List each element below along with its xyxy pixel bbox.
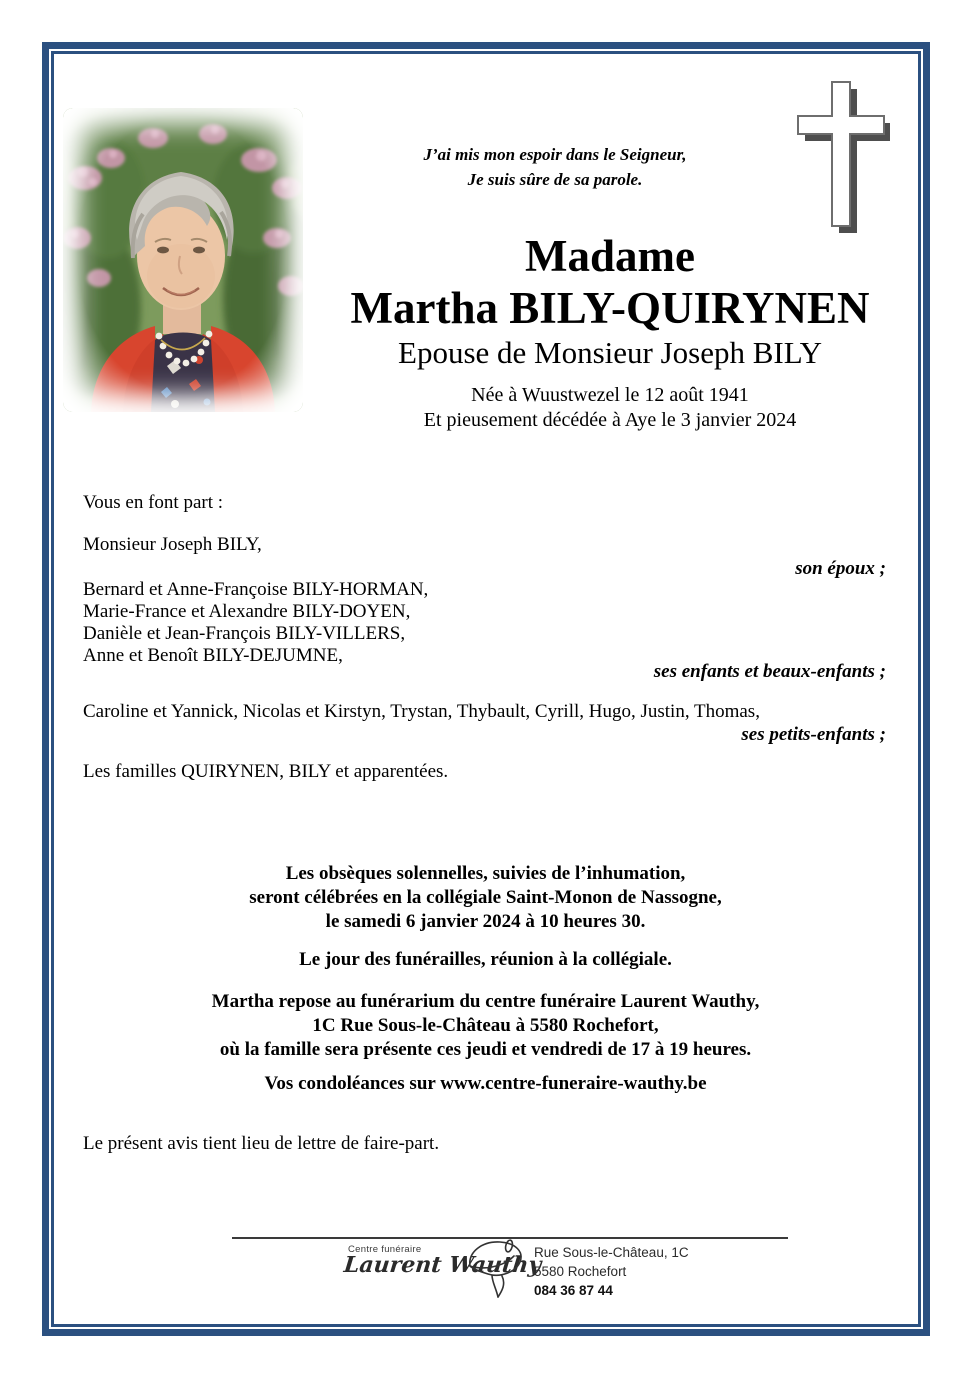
address-line-2: 5580 Rochefort xyxy=(534,1264,627,1279)
ceremony-line-1: Les obsèques solennelles, suivies de l’inhumation, xyxy=(285,863,686,884)
grandchildren-role: ses petits-enfants ; xyxy=(741,724,886,745)
child-line: Danièle et Jean-François BILY-VILLERS, xyxy=(83,623,406,644)
children-role: ses enfants et beaux-enfants ; xyxy=(653,661,886,682)
repose-line-1: Martha repose au funérarium du centre funéraire Laurent Wauthy, xyxy=(211,991,760,1012)
repose-line-3: où la famille sera présente ces jeudi et vendredi de 17 à 19 heures. xyxy=(219,1039,752,1060)
families-line: Les familles QUIRYNEN, BILY et apparentées. xyxy=(83,761,449,782)
birth-line: Née à Wuustwezel le 12 août 1941 xyxy=(471,384,749,406)
latin-cross-icon xyxy=(790,76,890,234)
religious-quote xyxy=(350,142,760,192)
deceased-name: Martha BILY-QUIRYNEN xyxy=(350,283,870,333)
calla-lily-icon xyxy=(462,1236,534,1298)
portrait-photo xyxy=(63,108,303,412)
meeting-line: Le jour des funérailles, réunion à la collégiale. xyxy=(299,949,672,970)
child-line: Bernard et Anne-Françoise BILY-HORMAN, xyxy=(83,579,429,600)
repose-block xyxy=(0,990,971,1062)
ceremony-block xyxy=(0,862,971,934)
notice-line: Le présent avis tient lieu de lettre de faire-part. xyxy=(83,1133,440,1154)
condolences-line: Vos condoléances sur www.centre-funeraire-wauthy.be xyxy=(264,1073,707,1094)
funeral-home-type: Centre funéraire xyxy=(348,1244,422,1255)
funeral-home-address xyxy=(534,1243,689,1300)
ceremony-line-3: le samedi 6 janvier 2024 à 10 heures 30. xyxy=(325,911,646,932)
grandchildren-line: Caroline et Yannick, Nicolas et Kirstyn, Trystan, Thybault, Cyrill, Hugo, Justin, Thomas, xyxy=(83,701,760,722)
ceremony-line-2: seront célébrées en la collégiale Saint-Monon de Nassogne, xyxy=(249,887,722,908)
intro-line: Vous en font part : xyxy=(83,492,224,513)
funeral-home-name: Laurent Wauthy xyxy=(342,1252,543,1278)
child-line: Marie-France et Alexandre BILY-DOYEN, xyxy=(83,601,411,622)
quote-line-2: Je suis sûre de sa parole. xyxy=(467,170,643,189)
address-line-1: Rue Sous-le-Château, 1C xyxy=(534,1245,689,1260)
spouse-line: Epouse de Monsieur Joseph BILY xyxy=(398,335,822,370)
repose-line-2: 1C Rue Sous-le-Château à 5580 Rochefort, xyxy=(312,1015,659,1036)
husband-role: son époux ; xyxy=(795,558,886,579)
salutation: Madame xyxy=(525,231,695,281)
husband-line: Monsieur Joseph BILY, xyxy=(83,534,262,555)
photo-soft-edge xyxy=(63,108,303,412)
children-list xyxy=(83,579,886,667)
title-block xyxy=(330,230,890,433)
quote-line-1: J’ai mis mon espoir dans le Seigneur, xyxy=(423,145,687,164)
phone-number: 084 36 87 44 xyxy=(534,1283,613,1298)
death-line: Et pieusement décédée à Aye le 3 janvier 2024 xyxy=(423,409,797,431)
child-line: Anne et Benoît BILY-DEJUMNE, xyxy=(83,645,343,666)
